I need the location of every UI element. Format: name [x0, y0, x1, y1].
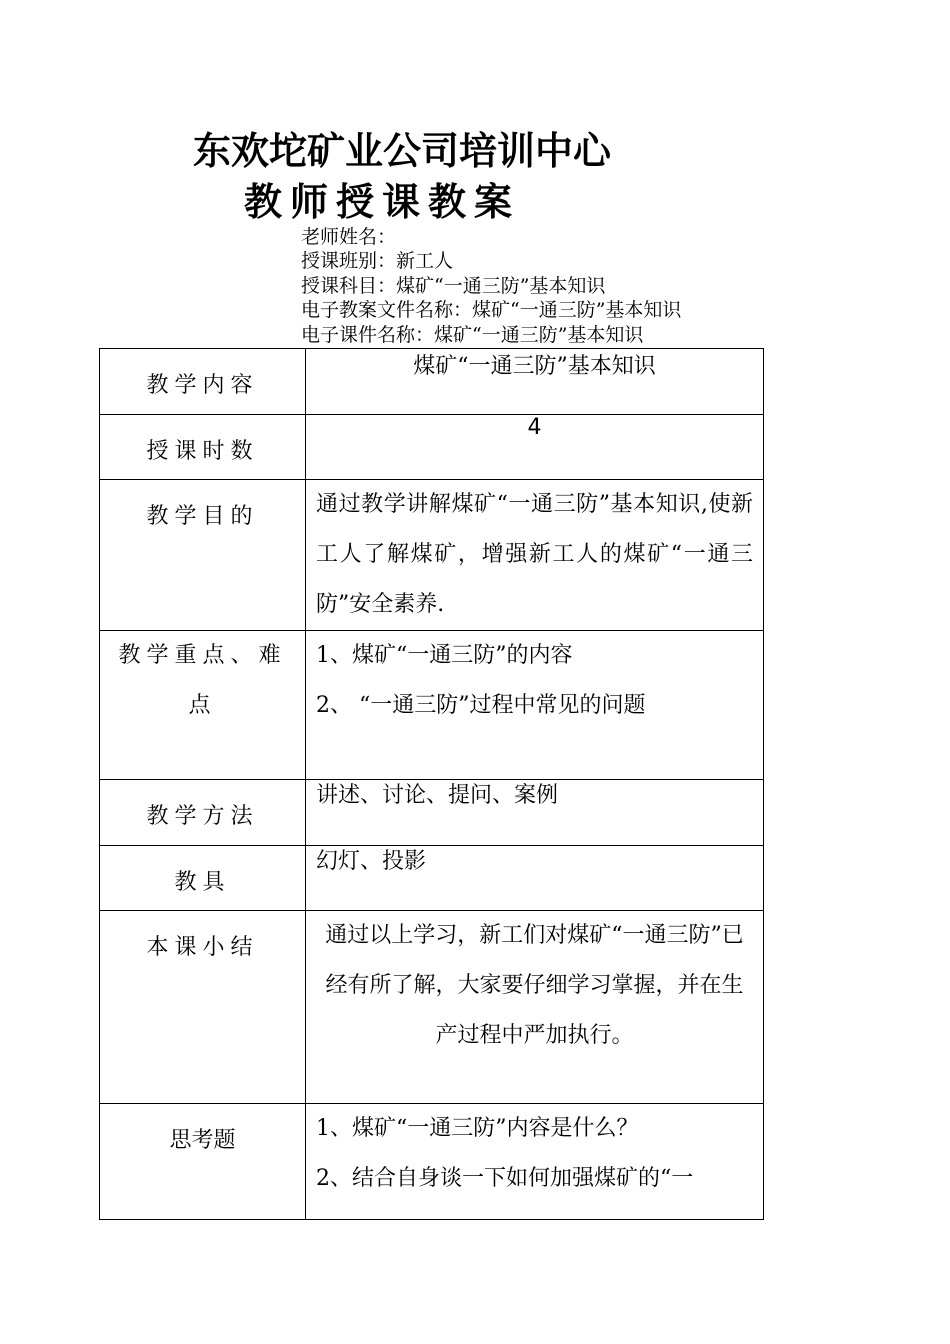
row-content: 4: [306, 415, 764, 480]
meta-teacher: 老师姓名：: [301, 226, 397, 248]
row-label: [100, 911, 306, 1104]
lesson-plan-table: [99, 348, 764, 1220]
row-label: [100, 415, 306, 480]
row-label: [100, 349, 306, 415]
table-row: [100, 349, 764, 415]
table-row: [100, 911, 764, 1104]
content-line: 1、煤矿“一通三防”的内容: [316, 643, 573, 668]
table-row: [100, 480, 764, 631]
row-label: [100, 631, 306, 780]
row-label: [100, 846, 306, 911]
meta-e-courseware: 电子课件名称：煤矿“一通三防”基本知识: [301, 323, 644, 346]
table-row: [100, 415, 764, 480]
meta-class: 授课班别：新工人: [301, 250, 454, 273]
row-label: [100, 480, 306, 631]
row-content: [306, 631, 764, 780]
row-label-text: 教具: [174, 870, 231, 895]
row-content: 通过以上学习，新工们对煤矿“一通三防”已经有所了解，大家要仔细学习掌握，并在生产过程中严加执行。: [306, 911, 764, 1104]
row-content: 幻灯、投影: [306, 846, 764, 911]
row-label-line: 教学重点、难: [118, 643, 287, 668]
row-label-text: 本课小结: [146, 935, 259, 960]
table-row: [100, 780, 764, 846]
content-line: 1、煤矿“一通三防”内容是什么？: [316, 1116, 639, 1141]
content-line: 2、 “一通三防”过程中常见的问题: [316, 693, 646, 718]
row-label-text: 思考题: [169, 1128, 236, 1153]
row-label-text: 教学方法: [146, 804, 259, 829]
row-content: 通过教学讲解煤矿“一通三防”基本知识,使新工人了解煤矿，增强新工人的煤矿“一通三防”安全素养.: [306, 480, 764, 631]
row-label-text: 授课时数: [146, 439, 259, 464]
row-content: 煤矿“一通三防”基本知识: [306, 349, 764, 415]
content-line: 2、结合自身谈一下如何加强煤矿的“一: [316, 1166, 694, 1191]
document-subtitle: 教师授课教案: [244, 179, 521, 224]
row-content: 讲述、讨论、提问、案例: [306, 780, 764, 846]
row-label: [100, 780, 306, 846]
table-row: [100, 631, 764, 780]
row-label-line: 点: [188, 693, 217, 718]
meta-block: [301, 225, 681, 347]
row-label-text: [118, 631, 286, 731]
table-row: [100, 846, 764, 911]
meta-subject: 授课科目：煤矿“一通三防”基本知识: [301, 274, 606, 297]
row-label-text: 教学目的: [146, 504, 259, 529]
row-label: [100, 1104, 306, 1220]
row-label-text: 教学内容: [146, 373, 259, 398]
document-title: 东欢坨矿业公司培训中心: [193, 128, 612, 173]
meta-e-plan-file: 电子教案文件名称：煤矿“一通三防”基本知识: [301, 299, 682, 322]
table-row: [100, 1104, 764, 1220]
row-content: [306, 1104, 764, 1220]
